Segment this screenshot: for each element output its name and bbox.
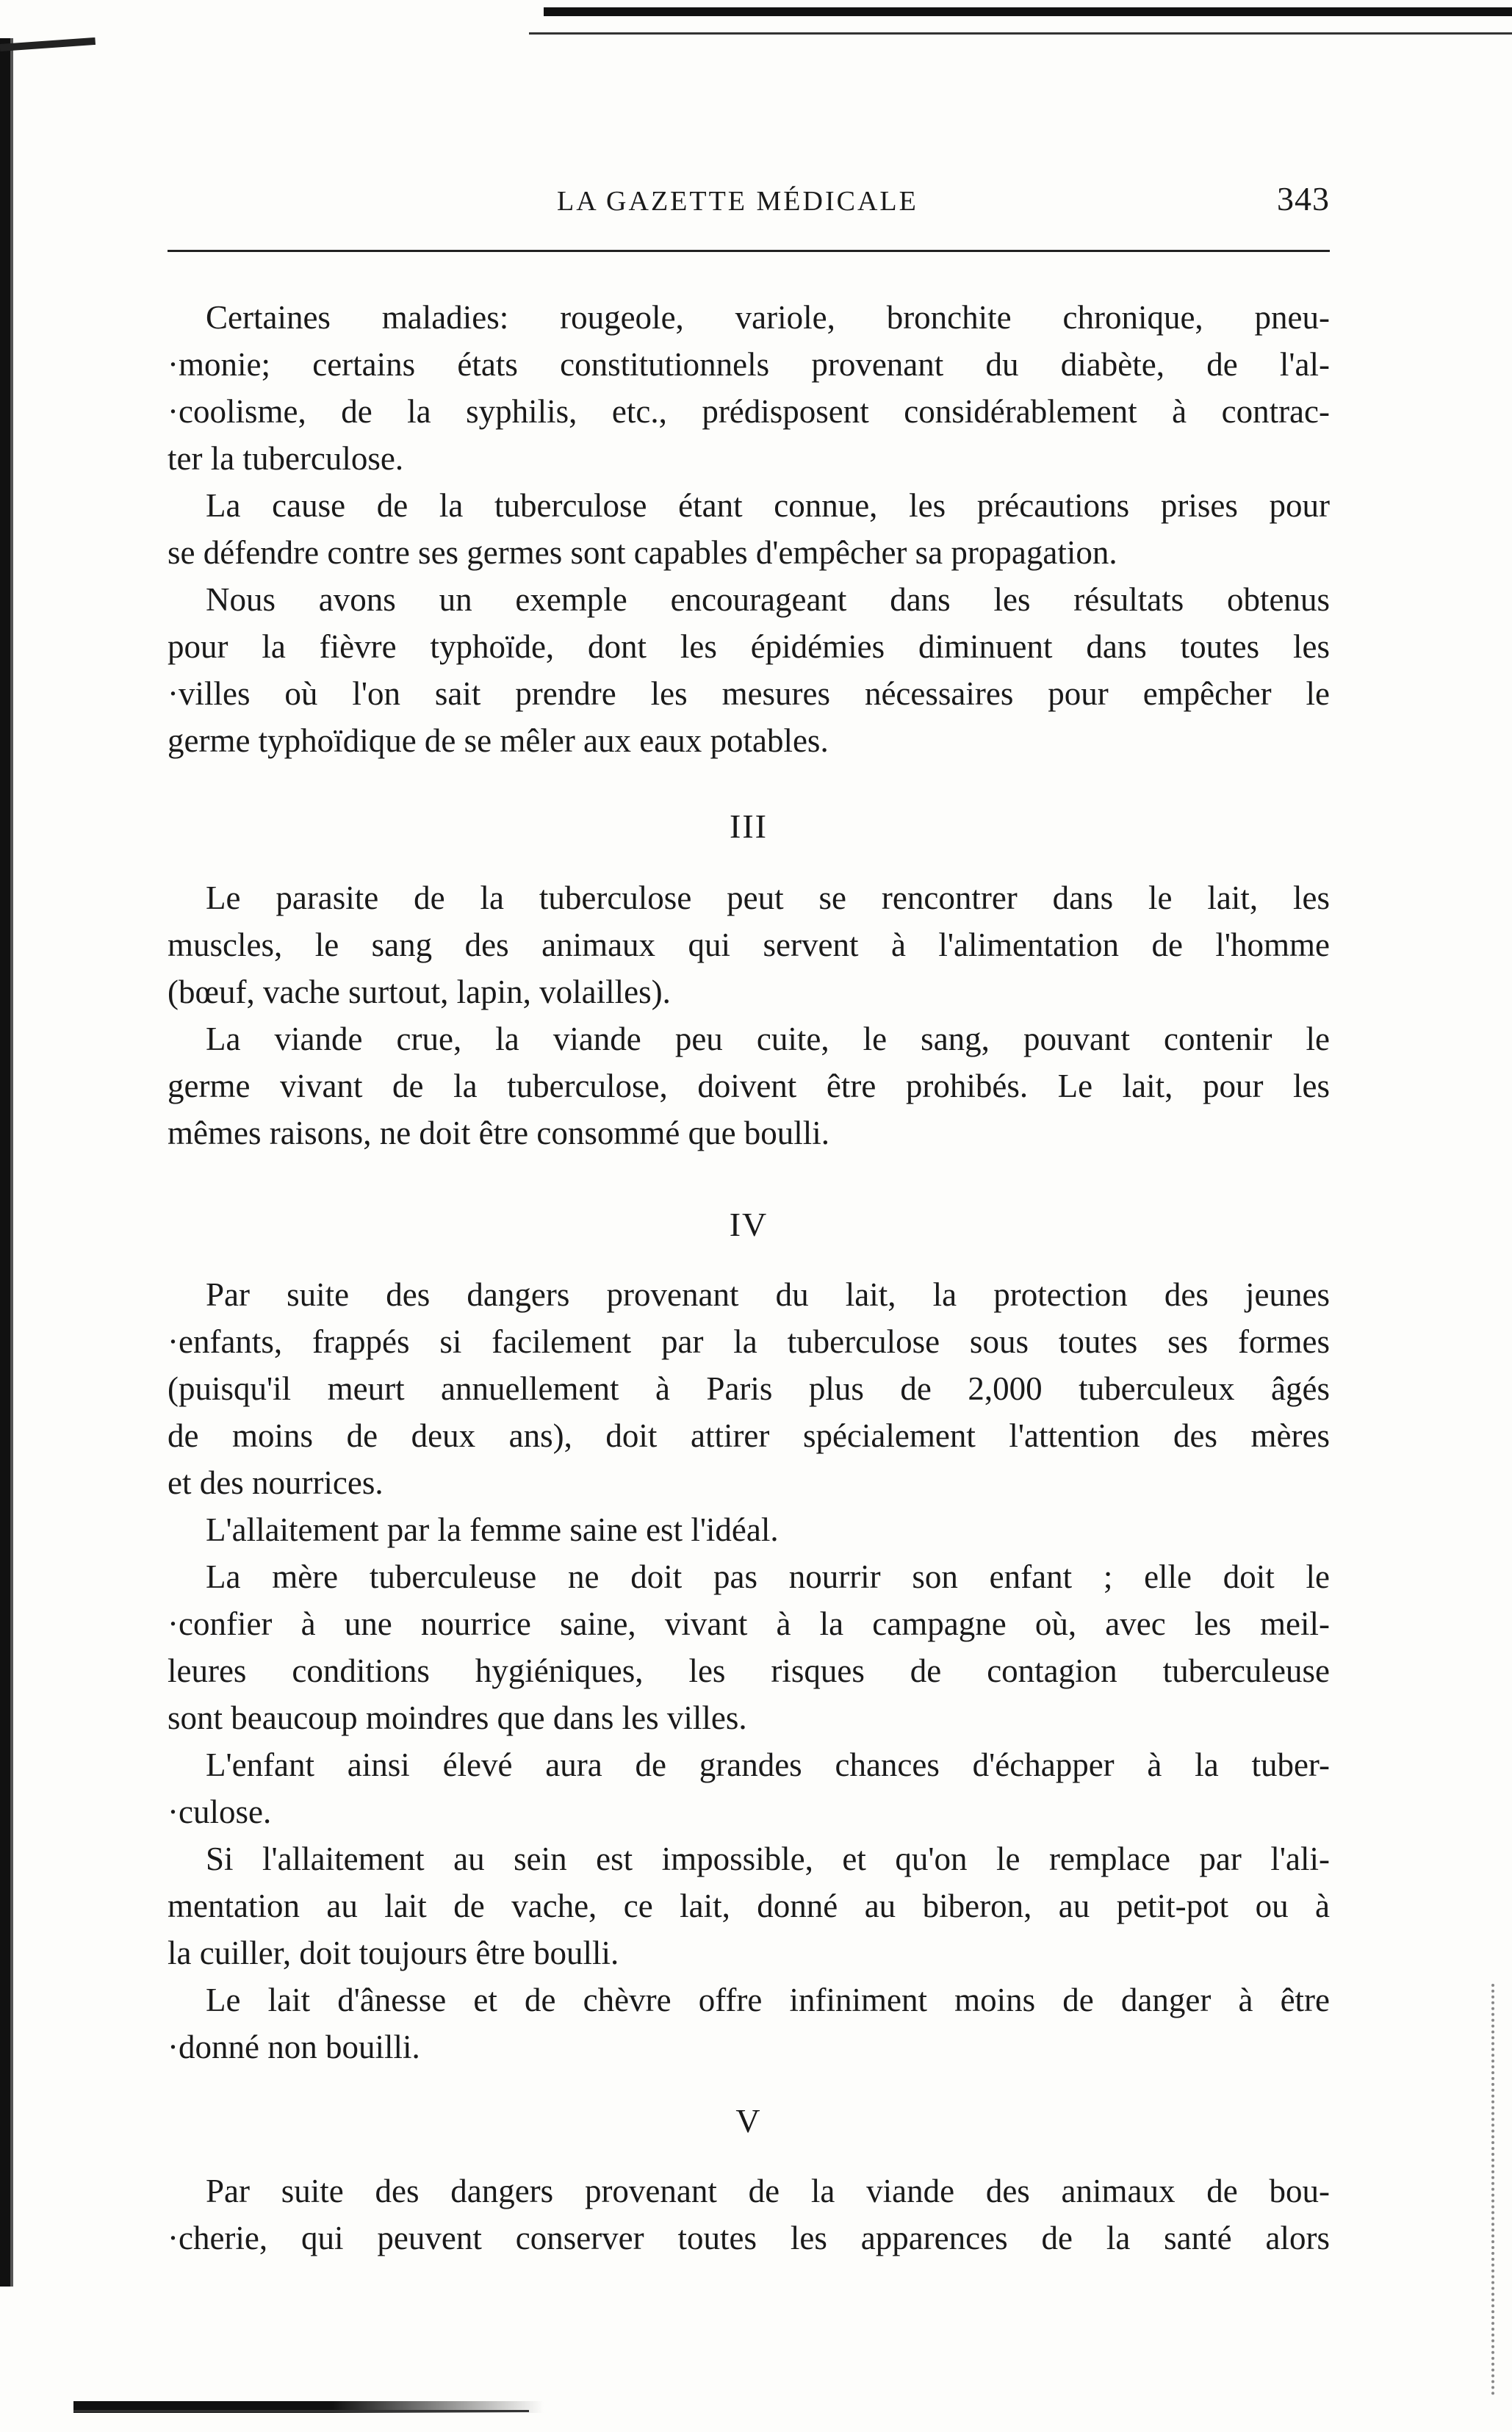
text-line: ·donné non bouilli. (168, 2029, 420, 2065)
scan-edge-bottom-thin (73, 2410, 529, 2412)
text-line: ·culose. (168, 1794, 272, 1830)
text-line: Certaines maladies: rougeole, variole, bronchite chronique, pneu- (206, 299, 1330, 336)
text-line: ·villes où l'on sait prendre les mesures nécessaires pour empêcher le (168, 675, 1330, 712)
text-line: ter la tuberculose. (168, 440, 404, 477)
section-heading-iii: III (730, 807, 768, 845)
text-line: Le parasite de la tuberculose peut se rencontrer dans le lait, les (206, 879, 1330, 916)
text-line: leures conditions hygiéniques, les risques de contagion tuberculeuse (168, 1652, 1330, 1689)
text-line: Si l'allaitement au sein est impossible, et qu'on le remplace par l'ali- (206, 1841, 1330, 1877)
page-header (168, 179, 1330, 232)
scan-edge-top (544, 7, 1512, 16)
text-block-section-iii (168, 874, 1330, 1156)
text-line: mêmes raisons, ne doit être consommé que boulli. (168, 1115, 830, 1151)
page-number: 343 (1277, 180, 1330, 217)
scan-edge-top-thin (529, 32, 1512, 35)
text-block-intro (168, 294, 1330, 764)
text-line: se défendre contre ses germes sont capables d'empêcher sa propagation. (168, 534, 1117, 571)
text-block-section-v (168, 2167, 1330, 2262)
text-line: de moins de deux ans), doit attirer spécialement l'attention des mères (168, 1417, 1330, 1454)
text-line: Le lait d'ânesse et de chèvre offre infiniment moins de danger à être (206, 1982, 1330, 2018)
text-line: ·coolisme, de la syphilis, etc., prédisposent considérablement à contrac- (168, 393, 1330, 430)
text-block-section-iv (168, 1271, 1330, 2071)
text-line: La mère tuberculeuse ne doit pas nourrir son enfant ; elle doit le (206, 1558, 1330, 1595)
text-line: la cuiller, doit toujours être boulli. (168, 1935, 619, 1971)
text-line: ·enfants, frappés si facilement par la tuberculose sous toutes ses formes (168, 1323, 1330, 1360)
text-line: germe typhoïdique de se mêler aux eaux potables. (168, 722, 829, 759)
text-line: sont beaucoup moindres que dans les villes. (168, 1699, 747, 1736)
section-heading-v: V (735, 2102, 762, 2140)
header-rule (168, 250, 1330, 252)
text-line: mentation au lait de vache, ce lait, donné au biberon, au petit-pot ou à (168, 1888, 1330, 1924)
text-line: L'enfant ainsi élevé aura de grandes chances d'échapper à la tuber- (206, 1746, 1330, 1783)
text-line: germe vivant de la tuberculose, doivent être prohibés. Le lait, pour les (168, 1068, 1330, 1104)
text-line: ·cherie, qui peuvent conserver toutes les apparences de la santé alors (168, 2220, 1330, 2256)
text-line: pour la fièvre typhoïde, dont les épidémies diminuent dans toutes les (168, 628, 1330, 665)
text-line: ·confier à une nourrice saine, vivant à la campagne où, avec les meil- (168, 1605, 1330, 1642)
text-line: Par suite des dangers provenant de la viande des animaux de bou- (206, 2173, 1330, 2209)
section-heading-iv: IV (729, 1206, 768, 1243)
text-line: La viande crue, la viande peu cuite, le sang, pouvant contenir le (206, 1021, 1330, 1057)
text-line: ·monie; certains états constitutionnels provenant du diabète, de l'al- (168, 346, 1330, 383)
text-line: muscles, le sang des animaux qui servent à l'alimentation de l'homme (168, 927, 1330, 963)
text-line: et des nourrices. (168, 1464, 384, 1501)
text-line: L'allaitement par la femme saine est l'idéal. (206, 1511, 779, 1548)
text-line: Nous avons un exemple encourageant dans les résultats obtenus (206, 581, 1330, 618)
book-spine-shadow (0, 38, 16, 2287)
text-line: (puisqu'il meurt annuellement à Paris plus de 2,000 tuberculeux âgés (168, 1370, 1330, 1407)
scan-edge-right (1491, 1984, 1499, 2395)
text-line: (bœuf, vache surtout, lapin, volailles). (168, 974, 671, 1010)
running-title: LA GAZETTE MÉDICALE (557, 186, 918, 217)
text-line: La cause de la tuberculose étant connue, les précautions prises pour (206, 487, 1330, 524)
text-line: Par suite des dangers provenant du lait, la protection des jeunes (206, 1276, 1330, 1313)
